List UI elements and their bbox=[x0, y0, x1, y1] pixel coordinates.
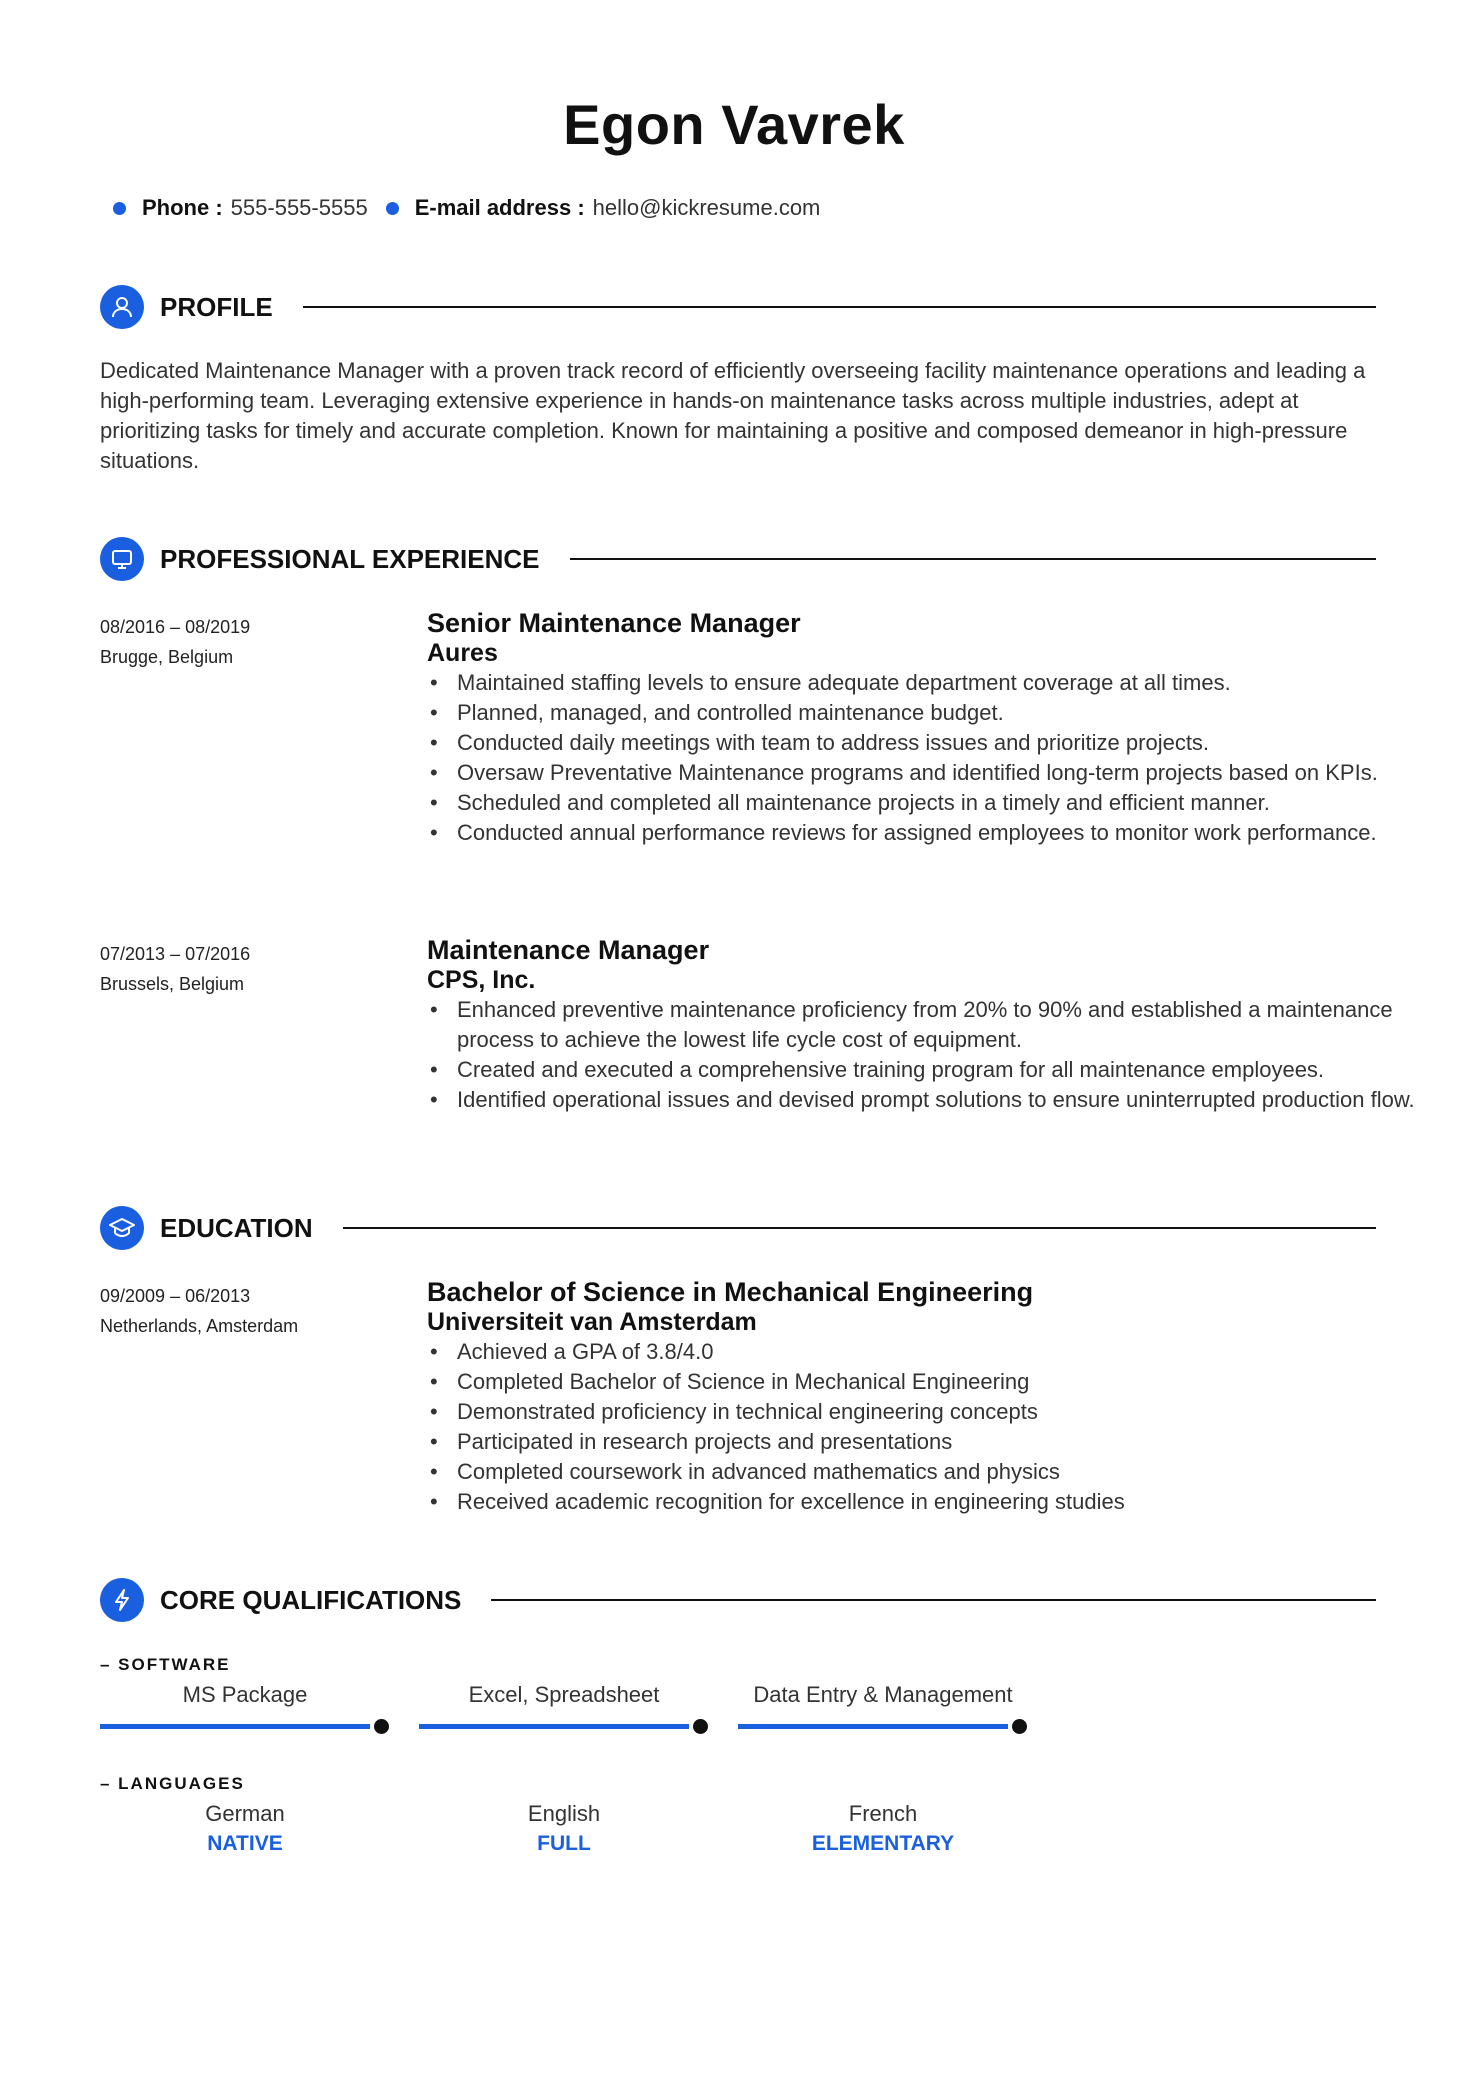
degree-title: Bachelor of Science in Mechanical Engineering bbox=[427, 1277, 1034, 1307]
list-item: • Created and executed a comprehensive training program for all maintenance employees. bbox=[427, 1055, 1427, 1085]
entry-body bbox=[427, 935, 1427, 1115]
skill-name: Excel, Spreadsheet bbox=[468, 1682, 660, 1707]
language-name: German bbox=[205, 1801, 285, 1826]
entry-location: Netherlands, Amsterdam bbox=[100, 1316, 299, 1336]
entry-location: Brugge, Belgium bbox=[100, 647, 234, 667]
skill-level-knob bbox=[1012, 1719, 1027, 1734]
person-icon bbox=[100, 285, 144, 329]
entry-meta bbox=[100, 1281, 400, 1341]
entry-body bbox=[427, 608, 1427, 848]
monitor-icon bbox=[100, 537, 144, 581]
job-title: Maintenance Manager bbox=[427, 935, 710, 965]
entry-meta bbox=[100, 612, 400, 672]
list-item: • Participated in research projects and presentations bbox=[427, 1427, 1427, 1457]
company-name: CPS, Inc. bbox=[427, 966, 536, 994]
entry-dates: 07/2013 – 07/2016 bbox=[100, 944, 251, 964]
bullet-list bbox=[427, 995, 1427, 1115]
section-divider bbox=[491, 1599, 1376, 1601]
language-item bbox=[419, 1799, 709, 1859]
section-title: CORE QUALIFICATIONS bbox=[160, 1584, 462, 1615]
bullet-dot-icon bbox=[113, 202, 126, 215]
school-name: Universiteit van Amsterdam bbox=[427, 1308, 757, 1336]
bullet-dot-icon bbox=[386, 202, 399, 215]
software-label: – SOFTWARE bbox=[100, 1655, 231, 1674]
skill-name: Data Entry & Management bbox=[753, 1682, 1013, 1707]
language-item bbox=[100, 1799, 390, 1859]
profile-summary: Dedicated Maintenance Manager with a proven track record of efficiently overseeing facility maintenance operations and leading a high-performing team. Leveraging extensive experience in hands-on maintenance tasks across multiple industries, adept at prioritizing tasks for timely and accurate completion. Known for maintaining a positive and composed demeanor in high-pressure situations. bbox=[100, 358, 1366, 473]
language-name: French bbox=[848, 1801, 918, 1826]
bullet-list bbox=[427, 668, 1427, 848]
entry-location: Brussels, Belgium bbox=[100, 974, 245, 994]
list-item: • Completed Bachelor of Science in Mechanical Engineering bbox=[427, 1367, 1427, 1397]
lightning-icon bbox=[100, 1578, 144, 1622]
list-item: • Identified operational issues and devised prompt solutions to ensure uninterrupted production flow. bbox=[427, 1085, 1427, 1115]
language-level: FULL bbox=[537, 1832, 591, 1855]
entry-dates: 08/2016 – 08/2019 bbox=[100, 617, 251, 637]
job-title: Senior Maintenance Manager bbox=[427, 608, 801, 638]
section-divider bbox=[570, 558, 1377, 560]
list-item: • Maintained staffing levels to ensure adequate department coverage at all times. bbox=[427, 668, 1427, 698]
contact-email bbox=[386, 195, 821, 221]
section-header-education bbox=[100, 1205, 1376, 1251]
graduation-cap-icon bbox=[100, 1206, 144, 1250]
language-level: ELEMENTARY bbox=[811, 1832, 955, 1855]
list-item: • Oversaw Preventative Maintenance programs and identified long-term projects based on KPIs. bbox=[427, 758, 1427, 788]
section-divider bbox=[303, 306, 1376, 308]
contact-phone bbox=[113, 195, 368, 221]
entry-body bbox=[427, 1277, 1427, 1517]
entry-dates: 09/2009 – 06/2013 bbox=[100, 1286, 251, 1306]
list-item: • Achieved a GPA of 3.8/4.0 bbox=[427, 1337, 1427, 1367]
list-item: • Enhanced preventive maintenance proficiency from 20% to 90% and established a maintenance process to achieve the lowest life cycle cost of equipment. bbox=[427, 995, 1427, 1055]
section-title: EDUCATION bbox=[160, 1212, 313, 1243]
section-header-experience bbox=[100, 536, 1376, 582]
skill-item bbox=[738, 1680, 1028, 1710]
skill-item bbox=[419, 1680, 709, 1710]
email-label: E-mail address : bbox=[414, 195, 585, 220]
list-item: • Demonstrated proficiency in technical engineering concepts bbox=[427, 1397, 1427, 1427]
phone-label: Phone : bbox=[142, 195, 223, 220]
list-item: • Conducted daily meetings with team to address issues and prioritize projects. bbox=[427, 728, 1427, 758]
section-header-profile bbox=[100, 284, 1376, 330]
candidate-name: Egon Vavrek bbox=[563, 93, 905, 156]
list-item: • Received academic recognition for excellence in engineering studies bbox=[427, 1487, 1427, 1517]
list-item: • Completed coursework in advanced mathematics and physics bbox=[427, 1457, 1427, 1487]
skill-item bbox=[100, 1680, 390, 1710]
language-item bbox=[738, 1799, 1028, 1859]
section-header-qualifications bbox=[100, 1577, 1376, 1623]
list-item: • Scheduled and completed all maintenance projects in a timely and efficient manner. bbox=[427, 788, 1427, 818]
section-title: PROFESSIONAL EXPERIENCE bbox=[160, 543, 540, 574]
entry-meta bbox=[100, 939, 400, 999]
language-name: English bbox=[527, 1801, 601, 1826]
skill-level-bar bbox=[100, 1724, 370, 1729]
company-name: Aures bbox=[427, 639, 498, 667]
skill-level-knob bbox=[374, 1719, 389, 1734]
bullet-list bbox=[427, 1337, 1427, 1517]
language-level: NATIVE bbox=[207, 1832, 283, 1855]
skill-level-bar bbox=[419, 1724, 689, 1729]
list-item: • Conducted annual performance reviews for assigned employees to monitor work performance. bbox=[427, 818, 1427, 848]
skill-level-knob bbox=[693, 1719, 708, 1734]
contact-bar bbox=[113, 195, 838, 221]
skill-name: MS Package bbox=[182, 1682, 308, 1707]
phone-value: 555-555-5555 bbox=[230, 195, 368, 220]
section-title: PROFILE bbox=[160, 291, 273, 322]
email-value: hello@kickresume.com bbox=[592, 195, 821, 220]
languages-label: – LANGUAGES bbox=[100, 1774, 245, 1793]
section-divider bbox=[343, 1227, 1376, 1229]
skill-level-bar bbox=[738, 1724, 1008, 1729]
list-item: • Planned, managed, and controlled maintenance budget. bbox=[427, 698, 1427, 728]
